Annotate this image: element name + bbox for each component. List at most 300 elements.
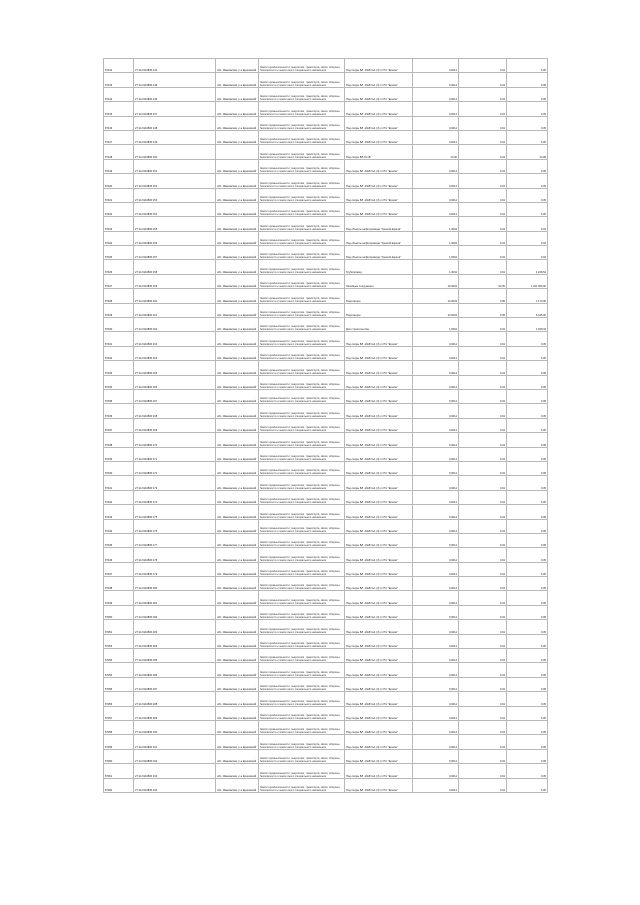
cell-tax-amount: 0,05: [507, 548, 548, 562]
cell-address: обл. Ивановская, р-н Ершовский: [216, 548, 259, 562]
cell-permitted-use: Под опоры ВЛ -10кВ №1 (3) от ПС "Ершов": [345, 692, 413, 706]
cell-land-category: Земли промышленности, энергетики, транспорта, связи, обороны, безопасности и земли иного специального назначения: [259, 332, 345, 346]
table-row: [104, 375, 548, 389]
cell-row-number: 87055: [104, 677, 134, 691]
cell-area: 1,0004: [413, 260, 459, 274]
cell-tax-amount: 1 948,34: [507, 318, 548, 332]
cell-address: обл. Ивановская, р-н Ершовский: [216, 433, 259, 447]
cell-permitted-use: Под объекты нефтепровода "Уренгой-Ершов": [345, 246, 413, 260]
cell-permitted-use: Под опоры ВЛ -10кВ №1 (3) от ПС "Ершов": [345, 749, 413, 763]
cell-address: обл. Ивановская, р-н Ершовский: [216, 246, 259, 260]
cell-address: обл. Ивановская, р-н Ершовский: [216, 764, 259, 778]
cell-row-number: 87016: [104, 116, 134, 130]
cell-row-number: 87018: [104, 145, 134, 159]
cell-area: 0,0014: [413, 116, 459, 130]
cell-address: обл. Ивановская, р-н Ершовский: [216, 490, 259, 504]
cell-cadastral-number: 27:14:0110806:173: [134, 476, 216, 490]
cell-land-category: Земли промышленности, энергетики, транспорта, связи, обороны, безопасности и земли иного специального назначения: [259, 505, 345, 519]
cell-permitted-use: Под опоры ВЛ -10кВ №1 (3) от ПС "Ершов": [345, 202, 413, 216]
cell-rate: 0,04: [459, 130, 507, 144]
cell-address: обл. Ивановская, р-н Ершовский: [216, 231, 259, 245]
cell-area: 0,0014: [413, 447, 459, 461]
cell-row-number: 87023: [104, 217, 134, 231]
cell-cadastral-number: 27:14:0110806:178: [134, 548, 216, 562]
cell-cadastral-number: 27:14:0110806:163: [134, 332, 216, 346]
cell-cadastral-number: 27:14:0110806:169: [134, 418, 216, 432]
table-row: [104, 620, 548, 634]
cell-address: обл. Ивановская, р-н Ершовский: [216, 332, 259, 346]
table-row: [104, 519, 548, 533]
cell-land-category: Земли промышленности, энергетики, транспорта, связи, обороны, безопасности и земли иного специального назначения: [259, 476, 345, 490]
cell-rate: 0,04: [459, 418, 507, 432]
cell-tax-amount: 0,05: [507, 591, 548, 605]
cell-address: обл. Ивановская, р-н Ершовский: [216, 447, 259, 461]
cell-area: 0,0014: [413, 533, 459, 547]
cell-address: обл. Ивановская, р-н Ершовский: [216, 260, 259, 274]
cell-permitted-use: Под опоры ВЛ -10кВ №1 (3) от ПС "Ершов": [345, 59, 413, 73]
cell-address: обл. Ивановская, р-н Ершовский: [216, 116, 259, 130]
table-row: [104, 274, 548, 288]
cell-permitted-use: Под объекты нефтепровода "Уренгой-Ершов": [345, 231, 413, 245]
cell-permitted-use: Под опоры ВЛ -10кВ №1 (3) от ПС "Ершов": [345, 663, 413, 677]
cell-area: 0,0014: [413, 519, 459, 533]
cell-address: обл. Ивановская, р-н Ершовский: [216, 533, 259, 547]
cell-cadastral-number: 27:14:0110806:192: [134, 749, 216, 763]
cell-area: 0,0014: [413, 591, 459, 605]
cell-row-number: 87021: [104, 188, 134, 202]
cell-area: 0,0014: [413, 404, 459, 418]
cell-permitted-use: Под опоры ВЛ -10кВ №1 (3) от ПС "Ершов": [345, 159, 413, 173]
cell-land-category: Земли промышленности, энергетики, транспорта, связи, обороны, безопасности и земли иного специального назначения: [259, 577, 345, 591]
cell-permitted-use: Под опоры ВЛ -10кВ №1 (3) от ПС "Ершов": [345, 519, 413, 533]
cell-address: обл. Ивановская, р-н Ершовский: [216, 620, 259, 634]
table-row: [104, 130, 548, 144]
cell-tax-amount: 0,05: [507, 720, 548, 734]
cell-land-category: Земли промышленности, энергетики, транспорта, связи, обороны, безопасности и земли иного специального назначения: [259, 433, 345, 447]
cell-permitted-use: Под опоры ВЛ -10кВ №1 (3) от ПС "Ершов": [345, 476, 413, 490]
cell-tax-amount: 0,05: [507, 663, 548, 677]
cell-row-number: 87058: [104, 720, 134, 734]
cell-address: обл. Ивановская, р-н Ершовский: [216, 361, 259, 375]
cell-row-number: 87051: [104, 620, 134, 634]
cell-land-category: Земли промышленности, энергетики, транспорта, связи, обороны, безопасности и земли иного специального назначения: [259, 692, 345, 706]
cell-rate: 0,04: [459, 202, 507, 216]
cell-permitted-use: Под опоры ВЛ -10кВ №1 (3) от ПС "Ершов": [345, 418, 413, 432]
cell-land-category: Земли промышленности, энергетики, транспорта, связи, обороны, безопасности и земли иного специального назначения: [259, 188, 345, 202]
table-row: [104, 447, 548, 461]
cell-tax-amount: 0,05: [507, 361, 548, 375]
cell-address: обл. Ивановская, р-н Ершовский: [216, 505, 259, 519]
cell-row-number: 87039: [104, 447, 134, 461]
cell-cadastral-number: 27:14:0110806:189: [134, 706, 216, 720]
cell-address: обл. Ивановская, р-н Ершовский: [216, 174, 259, 188]
cell-cadastral-number: 27:14:0110806:150: [134, 145, 216, 159]
cell-address: обл. Ивановская, р-н Ершовский: [216, 159, 259, 173]
cell-row-number: 87044: [104, 519, 134, 533]
cell-tax-amount: 0,05: [507, 59, 548, 73]
cell-row-number: 87022: [104, 202, 134, 216]
cell-tax-amount: 0,05: [507, 332, 548, 346]
cell-area: 0,0014: [413, 202, 459, 216]
cell-land-category: Земли промышленности, энергетики, транспорта, связи, обороны, безопасности и земли иного специального назначения: [259, 346, 345, 360]
cell-cadastral-number: 27:14:0110806:184: [134, 634, 216, 648]
cell-area: 0,0014: [413, 476, 459, 490]
cell-cadastral-number: 27:14:0110806:168: [134, 404, 216, 418]
cell-tax-amount: 0,05: [507, 735, 548, 749]
cell-rate: 0,04: [459, 332, 507, 346]
cell-rate: 0,04: [459, 447, 507, 461]
table-row: [104, 246, 548, 260]
cell-cadastral-number: 27:14:0110806:183: [134, 620, 216, 634]
cell-area: 0,0014: [413, 87, 459, 101]
table-row: [104, 346, 548, 360]
cell-area: 0,0014: [413, 548, 459, 562]
cell-address: обл. Ивановская, р-н Ершовский: [216, 663, 259, 677]
table-row: [104, 116, 548, 130]
table-row: [104, 202, 548, 216]
cell-permitted-use: Под опоры ВЛ -10кВ №1 (3) от ПС "Ершов": [345, 73, 413, 87]
table-row: [104, 634, 548, 648]
cell-rate: 0,04: [459, 706, 507, 720]
cell-row-number: 87019: [104, 159, 134, 173]
cell-rate: 0,04: [459, 246, 507, 260]
cell-row-number: 87017: [104, 130, 134, 144]
cell-address: обл. Ивановская, р-н Ершовский: [216, 59, 259, 73]
cell-rate: 0,04: [459, 749, 507, 763]
cell-address: обл. Ивановская, р-н Ершовский: [216, 577, 259, 591]
cell-row-number: 87014: [104, 87, 134, 101]
cell-land-category: Земли промышленности, энергетики, транспорта, связи, обороны, безопасности и земли иного специального назначения: [259, 663, 345, 677]
cell-land-category: Земли промышленности, энергетики, транспорта, связи, обороны, безопасности и земли иного специального назначения: [259, 447, 345, 461]
table-row: [104, 159, 548, 173]
cell-address: обл. Ивановская, р-н Ершовский: [216, 274, 259, 288]
cell-cadastral-number: 27:14:0110806:161: [134, 303, 216, 317]
cell-row-number: 87040: [104, 461, 134, 475]
cell-address: обл. Ивановская, р-н Ершовский: [216, 461, 259, 475]
cell-area: 0,0014: [413, 433, 459, 447]
cell-row-number: 87036: [104, 404, 134, 418]
cell-land-category: Земли промышленности, энергетики, транспорта, связи, обороны, безопасности и земли иного специального назначения: [259, 519, 345, 533]
cell-area: 1,0004: [413, 318, 459, 332]
cell-rate: 0,04: [459, 174, 507, 188]
cell-area: 0,0014: [413, 620, 459, 634]
table-row: [104, 548, 548, 562]
cell-tax-amount: 0,05: [507, 519, 548, 533]
cell-area: 0,0014: [413, 749, 459, 763]
cell-land-category: Земли промышленности, энергетики, транспорта, связи, обороны, безопасности и земли иного специального назначения: [259, 73, 345, 87]
cell-rate: 0,04: [459, 562, 507, 576]
cell-address: обл. Ивановская, р-н Ершовский: [216, 102, 259, 116]
cell-permitted-use: Под опоры ВЛ -10кВ №1 (3) от ПС "Ершов": [345, 706, 413, 720]
cell-permitted-use: Под опоры ВЛ -10кВ №1 (3) от ПС "Ершов": [345, 174, 413, 188]
cell-cadastral-number: 27:14:0110806:167: [134, 389, 216, 403]
cell-cadastral-number: 27:14:0110806:156: [134, 231, 216, 245]
cell-land-category: Земли промышленности, энергетики, транспорта, связи, обороны, безопасности и земли иного специального назначения: [259, 591, 345, 605]
cell-cadastral-number: 27:14:0110806:144: [134, 59, 216, 73]
cell-area: 0,0014: [413, 505, 459, 519]
cell-rate: 0,04: [459, 634, 507, 648]
cell-area: 1,0004: [413, 217, 459, 231]
table-row: [104, 433, 548, 447]
cell-rate: 0,04: [459, 476, 507, 490]
cell-cadastral-number: 27:14:0110806:148: [134, 116, 216, 130]
table-row: [104, 720, 548, 734]
cell-rate: 0,04: [459, 548, 507, 562]
cell-tax-amount: 0,05: [507, 634, 548, 648]
cell-tax-amount: 0,05: [507, 677, 548, 691]
cell-row-number: 87013: [104, 73, 134, 87]
cell-row-number: 87030: [104, 318, 134, 332]
cell-address: обл. Ивановская, р-н Ершовский: [216, 519, 259, 533]
cell-cadastral-number: 27:14:0110806:190: [134, 720, 216, 734]
cell-area: 10,0004: [413, 303, 459, 317]
cell-address: обл. Ивановская, р-н Ершовский: [216, 706, 259, 720]
table-row: [104, 677, 548, 691]
cell-tax-amount: 0,05: [507, 87, 548, 101]
table-row: [104, 663, 548, 677]
cell-permitted-use: Под опоры ВЛ -10кВ №1 (3) от ПС "Ершов": [345, 461, 413, 475]
cell-rate: 0,04: [459, 73, 507, 87]
cell-area: 0,0014: [413, 461, 459, 475]
cell-row-number: 87045: [104, 533, 134, 547]
table-row: [104, 217, 548, 231]
cell-address: обл. Ивановская, р-н Ершовский: [216, 720, 259, 734]
table-row: [104, 692, 548, 706]
cell-row-number: 87032: [104, 346, 134, 360]
cell-land-category: Земли промышленности, энергетики, транспорта, связи, обороны, безопасности и земли иного специального назначения: [259, 116, 345, 130]
cell-address: обл. Ивановская, р-н Ершовский: [216, 591, 259, 605]
cell-row-number: 87059: [104, 735, 134, 749]
cell-cadastral-number: 27:14:0110806:162: [134, 318, 216, 332]
cell-rate: 0,04: [459, 677, 507, 691]
cell-area: 0,0014: [413, 375, 459, 389]
cell-area: 0,0014: [413, 346, 459, 360]
cell-cadastral-number: 27:14:0110806:177: [134, 533, 216, 547]
cell-area: 0,0014: [413, 332, 459, 346]
cell-permitted-use: Под объекты нефтепровода "Уренгой-Ершов": [345, 217, 413, 231]
cell-rate: 0,04: [459, 649, 507, 663]
cell-rate: 0,04: [459, 404, 507, 418]
cell-permitted-use: Под опоры ВЛ -10кВ №1 (3) от ПС "Ершов": [345, 720, 413, 734]
cell-tax-amount: 0,05: [507, 404, 548, 418]
cell-rate: 0,04: [459, 145, 507, 159]
cell-address: обл. Ивановская, р-н Ершовский: [216, 303, 259, 317]
cell-land-category: Земли промышленности, энергетики, транспорта, связи, обороны, безопасности и земли иного специального назначения: [259, 375, 345, 389]
cell-area: 10,30: [413, 145, 459, 159]
cell-rate: 0,04: [459, 577, 507, 591]
cell-rate: 0,04: [459, 318, 507, 332]
cell-area: 0,0014: [413, 778, 459, 792]
cell-cadastral-number: 27:14:0110806:152: [134, 174, 216, 188]
table-row: [104, 461, 548, 475]
cell-cadastral-number: 27:14:0110806:181: [134, 591, 216, 605]
table-row: [104, 591, 548, 605]
cell-area: 0,0014: [413, 159, 459, 173]
cell-row-number: 87043: [104, 505, 134, 519]
cell-rate: 0,04: [459, 433, 507, 447]
cell-land-category: Земли промышленности, энергетики, транспорта, связи, обороны, безопасности и земли иного специального назначения: [259, 174, 345, 188]
table-row: [104, 533, 548, 547]
cell-rate: 0,05: [459, 289, 507, 303]
table-row: [104, 318, 548, 332]
cell-permitted-use: Под опоры ВЛ -10кВ №1 (3) от ПС "Ершов": [345, 188, 413, 202]
cell-land-category: Земли промышленности, энергетики, транспорта, связи, обороны, безопасности и земли иного специального назначения: [259, 202, 345, 216]
cell-permitted-use: Под опоры ВЛ -10кВ №1 (3) от ПС "Ершов": [345, 361, 413, 375]
table-row: [104, 289, 548, 303]
cell-address: обл. Ивановская, р-н Ершовский: [216, 749, 259, 763]
cell-cadastral-number: 27:14:0110806:176: [134, 519, 216, 533]
table-row: [104, 332, 548, 346]
cell-area: 10,0004: [413, 289, 459, 303]
cell-permitted-use: Подстанция: [345, 289, 413, 303]
cell-permitted-use: Под опоры ВЛ -10кВ №1 (3) от ПС "Ершов": [345, 433, 413, 447]
cell-tax-amount: 3 248,54: [507, 260, 548, 274]
cell-permitted-use: Под опоры ВЛ -10кВ №1 (3) от ПС "Ершов": [345, 533, 413, 547]
cell-tax-amount: 0,05: [507, 433, 548, 447]
cell-rate: 0,04: [459, 461, 507, 475]
cell-permitted-use: Подстанция: [345, 303, 413, 317]
cell-cadastral-number: 27:14:0110806:158: [134, 260, 216, 274]
cell-address: обл. Ивановская, р-н Ершовский: [216, 634, 259, 648]
cell-address: обл. Ивановская, р-н Ершовский: [216, 677, 259, 691]
cell-cadastral-number: 27:14:0110806:165: [134, 361, 216, 375]
cell-permitted-use: Под опоры ВЛ -10кВ №1 (3) от ПС "Ершов": [345, 735, 413, 749]
cell-row-number: 87054: [104, 663, 134, 677]
cell-row-number: 87025: [104, 246, 134, 260]
cell-row-number: 87042: [104, 490, 134, 504]
cell-tax-amount: 0,05: [507, 116, 548, 130]
cell-cadastral-number: 27:14:0110806:186: [134, 663, 216, 677]
cell-row-number: 87026: [104, 260, 134, 274]
table-row: [104, 361, 548, 375]
table-row: [104, 303, 548, 317]
cell-rate: 0,04: [459, 231, 507, 245]
cell-permitted-use: Линейные сооружения: [345, 274, 413, 288]
cell-area: 0,0014: [413, 605, 459, 619]
cell-tax-amount: 0,05: [507, 505, 548, 519]
cell-cadastral-number: 27:14:0110806:191: [134, 735, 216, 749]
cell-row-number: 87024: [104, 231, 134, 245]
table-row: [104, 577, 548, 591]
cell-row-number: 87061: [104, 764, 134, 778]
cell-rate: 0,04: [459, 620, 507, 634]
cell-rate: 0,04: [459, 159, 507, 173]
cell-area: 0,0014: [413, 418, 459, 432]
cell-row-number: 87012: [104, 59, 134, 73]
cell-tax-amount: 0,05: [507, 346, 548, 360]
cell-rate: 0,04: [459, 519, 507, 533]
cell-permitted-use: Под опоры ВЛ -10кВ №1 (3) от ПС "Ершов": [345, 404, 413, 418]
cell-cadastral-number: 27:14:0110806:188: [134, 692, 216, 706]
cell-rate: 0,04: [459, 692, 507, 706]
cell-land-category: Земли промышленности, энергетики, транспорта, связи, обороны, безопасности и земли иного специального назначения: [259, 533, 345, 547]
table-row: [104, 188, 548, 202]
cell-cadastral-number: 27:14:0110806:147: [134, 102, 216, 116]
cell-rate: 0,04: [459, 217, 507, 231]
cell-permitted-use: Под опоры ВЛ -10кВ №1 (3) от ПС "Ершов": [345, 778, 413, 792]
cell-tax-amount: 1 170,00: [507, 289, 548, 303]
cell-area: 0,0014: [413, 59, 459, 73]
cell-land-category: Земли промышленности, энергетики, транспорта, связи, обороны, безопасности и земли иного специального назначения: [259, 361, 345, 375]
cell-rate: 0,04: [459, 490, 507, 504]
cell-land-category: Земли промышленности, энергетики, транспорта, связи, обороны, безопасности и земли иного специального назначения: [259, 461, 345, 475]
cell-cadastral-number: 27:14:0110806:149: [134, 130, 216, 144]
cell-land-category: Земли промышленности, энергетики, транспорта, связи, обороны, безопасности и земли иного специального назначения: [259, 274, 345, 288]
cell-area: 0,0014: [413, 663, 459, 677]
cell-permitted-use: Под опоры ВЛ -10кВ №1 (3) от ПС "Ершов": [345, 130, 413, 144]
table-row: [104, 59, 548, 73]
cell-tax-amount: 0,05: [507, 389, 548, 403]
cell-cadastral-number: 27:14:0110806:170: [134, 433, 216, 447]
table-row: [104, 605, 548, 619]
cell-address: обл. Ивановская, р-н Ершовский: [216, 605, 259, 619]
cell-permitted-use: Под опоры ВЛ -10кВ №1 (3) от ПС "Ершов": [345, 389, 413, 403]
cell-tax-amount: 0,05: [507, 605, 548, 619]
cell-row-number: 87060: [104, 749, 134, 763]
cell-rate: 0,04: [459, 87, 507, 101]
cell-row-number: 87028: [104, 289, 134, 303]
cell-row-number: 87037: [104, 418, 134, 432]
cell-cadastral-number: 27:14:0110806:182: [134, 605, 216, 619]
cell-tax-amount: 0,05: [507, 706, 548, 720]
cell-rate: 0,04: [459, 591, 507, 605]
cell-land-category: Земли промышленности, энергетики, транспорта, связи, обороны, безопасности и земли иного специального назначения: [259, 418, 345, 432]
cell-row-number: 87049: [104, 591, 134, 605]
cell-land-category: Земли промышленности, энергетики, транспорта, связи, обороны, безопасности и земли иного специального назначения: [259, 59, 345, 73]
cell-tax-amount: 0,05: [507, 692, 548, 706]
cell-rate: 0,04: [459, 361, 507, 375]
cell-row-number: 87057: [104, 706, 134, 720]
cell-permitted-use: Под опоры ВЛ -10кВ №1 (3) от ПС "Ершов": [345, 490, 413, 504]
cell-permitted-use: Под опоры ВЛ -10кВ №1 (3) от ПС "Ершов": [345, 447, 413, 461]
cell-rate: 0,04: [459, 720, 507, 734]
cell-land-category: Земли промышленности, энергетики, транспорта, связи, обороны, безопасности и земли иного специального назначения: [259, 303, 345, 317]
cell-row-number: 87033: [104, 361, 134, 375]
cell-address: обл. Ивановская, р-н Ершовский: [216, 375, 259, 389]
cell-area: 0,0014: [413, 577, 459, 591]
cell-row-number: 87052: [104, 634, 134, 648]
cell-cadastral-number: 27:14:0110806:146: [134, 87, 216, 101]
cell-address: обл. Ивановская, р-н Ершовский: [216, 562, 259, 576]
cell-row-number: 87050: [104, 605, 134, 619]
cell-row-number: 87038: [104, 433, 134, 447]
cell-cadastral-number: 27:14:0110806:153: [134, 188, 216, 202]
table-row: [104, 404, 548, 418]
cell-permitted-use: Под опоры ВЛ -10кВ №1 (3) от ПС "Ершов": [345, 649, 413, 663]
cell-tax-amount: 0,05: [507, 73, 548, 87]
cell-rate: 0,04: [459, 260, 507, 274]
table-row: [104, 87, 548, 101]
cell-row-number: 87041: [104, 476, 134, 490]
cell-area: 0,0014: [413, 174, 459, 188]
cell-permitted-use: Трубопровод: [345, 260, 413, 274]
cell-address: обл. Ивановская, р-н Ершовский: [216, 87, 259, 101]
cell-row-number: 87046: [104, 548, 134, 562]
cell-address: обл. Ивановская, р-н Ершовский: [216, 73, 259, 87]
cell-permitted-use: Под опоры ВЛ -10кВ №1 (3) от ПС "Ершов": [345, 677, 413, 691]
cell-permitted-use: Под опоры ВЛ -10кВ №1 (3) от ПС "Ершов": [345, 87, 413, 101]
cell-land-category: Земли промышленности, энергетики, транспорта, связи, обороны, безопасности и земли иного специального назначения: [259, 735, 345, 749]
cell-row-number: 87047: [104, 562, 134, 576]
cell-permitted-use: Под опоры ВЛ -10кВ №1 (3) от ПС "Ершов": [345, 116, 413, 130]
table-row: [104, 649, 548, 663]
cell-permitted-use: Для строительства: [345, 318, 413, 332]
cell-address: обл. Ивановская, р-н Ершовский: [216, 318, 259, 332]
cell-tax-amount: 0,05: [507, 130, 548, 144]
cell-cadastral-number: 27:14:0110806:185: [134, 649, 216, 663]
cell-tax-amount: 10,05: [507, 145, 548, 159]
table-row: [104, 73, 548, 87]
